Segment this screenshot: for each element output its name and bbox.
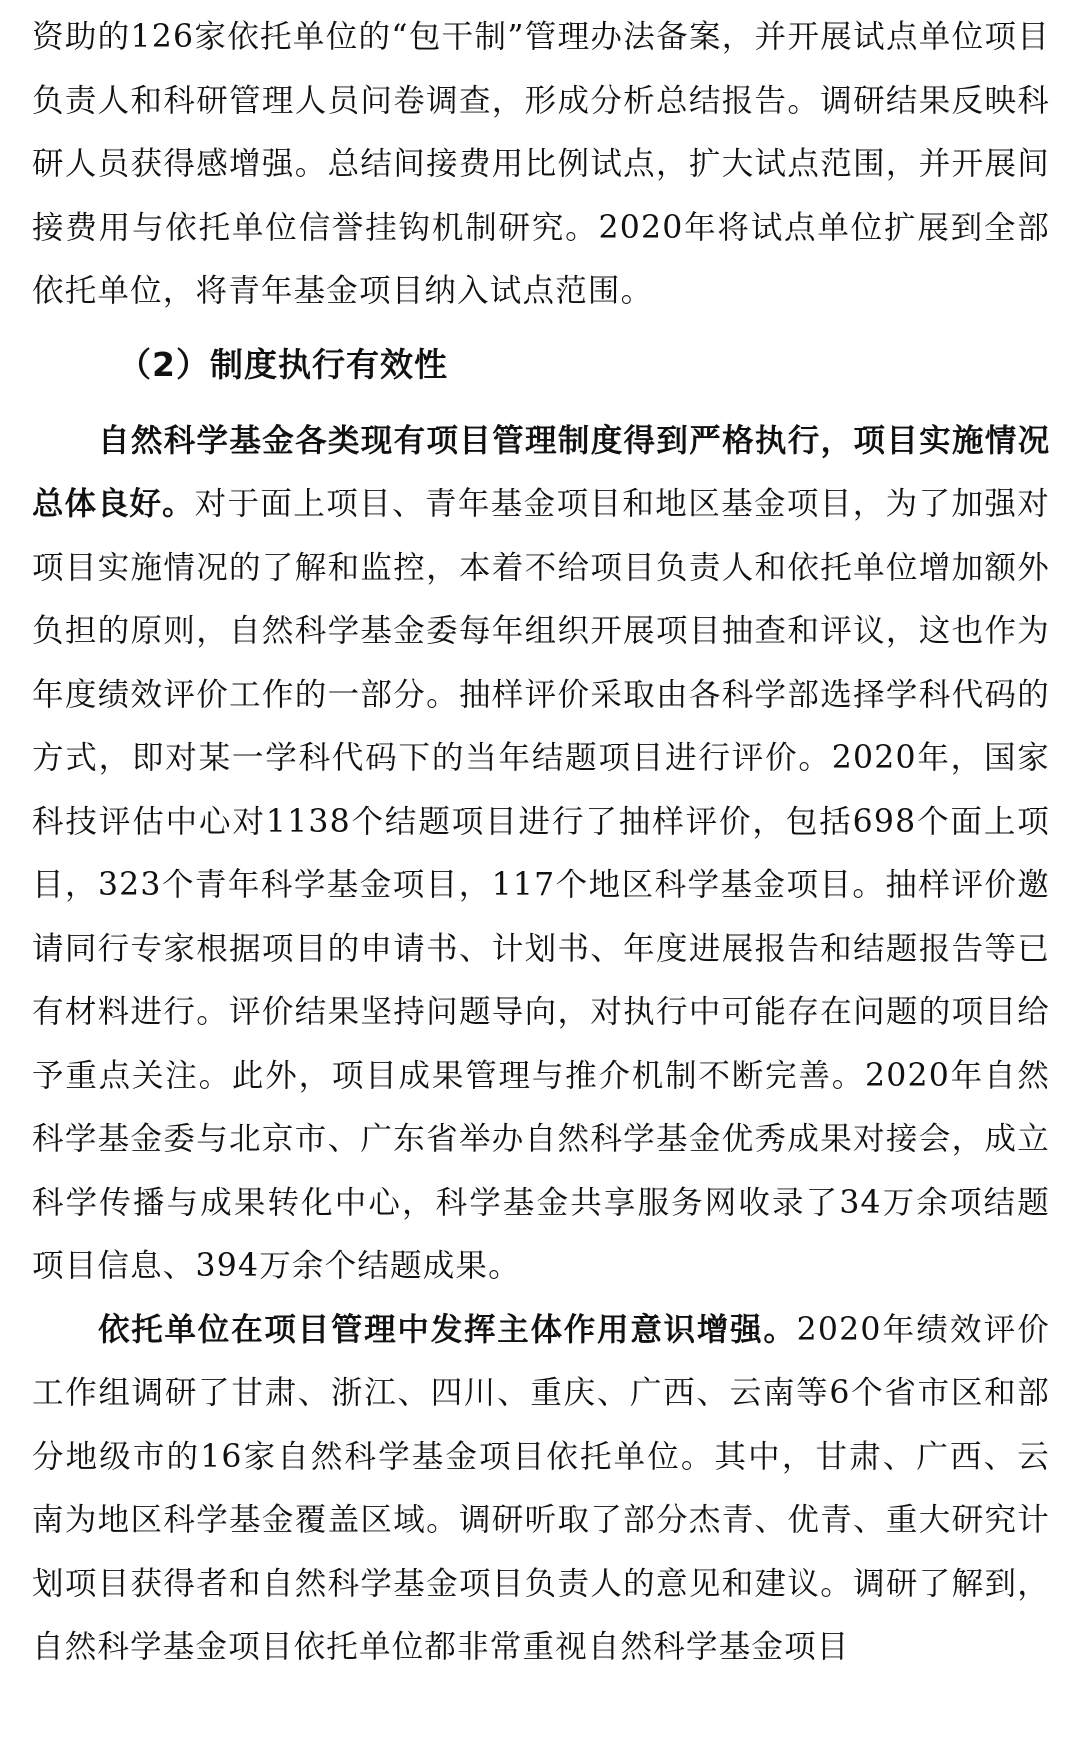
document-page [32, 6, 1050, 1680]
paragraph-lead-bold: 自然科学基金各类现有项目管理制度得到严格执行，项目实施情况总体良好。 [32, 422, 1050, 522]
section-heading: （2）制度执行有效性 [118, 344, 448, 384]
paragraph-body-text: 2020年绩效评价工作组调研了甘肃、浙江、四川、重庆、广西、云南等6个省市区和部分地级市的16家自然科学基金项目依托单位。其中，甘肃、广西、云南为地区科学基金覆盖区域。调研听取了部分杰青、优青、重大研究计划项目获得者和自然科学基金项目负责人的意见和建议。调研了解到，自然科学基金项目依托单位都非常重视自然科学基金项目 [32, 1311, 1050, 1665]
paragraph-execution-effectiveness [32, 410, 1050, 1299]
paragraph-pilot-summary: 资助的126家依托单位的“包干制”管理办法备案，并开展试点单位项目负责人和科研管理人员问卷调查，形成分析总结报告。调研结果反映科研人员获得感增强。总结间接费用比例试点，扩大试点范围，并开展间接费用与依托单位信誉挂钩机制研究。2020年将试点单位扩展到全部依托单位，将青年基金项目纳入试点范围。 [32, 19, 1050, 309]
paragraph-lead-bold: 依托单位在项目管理中发挥主体作用意识增强。 [98, 1311, 797, 1348]
paragraph-body-text: 对于面上项目、青年基金项目和地区基金项目，为了加强对项目实施情况的了解和监控，本着不给项目负责人和依托单位增加额外负担的原则，自然科学基金委每年组织开展项目抽查和评议，这也作为年度绩效评价工作的一部分。抽样评价采取由各科学部选择学科代码的方式，即对某一学科代码下的当年结题项目进行评价。2020年，国家科技评估中心对1138个结题项目进行了抽样评价，包括698个面上项目，323个青年科学基金项目，117个地区科学基金项目。抽样评价邀请同行专家根据项目的申请书、计划书、年度进展报告和结题报告等已有材料进行。评价结果坚持问题导向，对执行中可能存在问题的项目给予重点关注。此外，项目成果管理与推介机制不断完善。2020年自然科学基金委与北京市、广东省举办自然科学基金优秀成果对接会，成立科学传播与成果转化中心，科学基金共享服务网收录了34万余项结题项目信息、394万余个结题成果。 [32, 486, 1050, 1284]
paragraph-supporting-units [32, 1299, 1050, 1680]
